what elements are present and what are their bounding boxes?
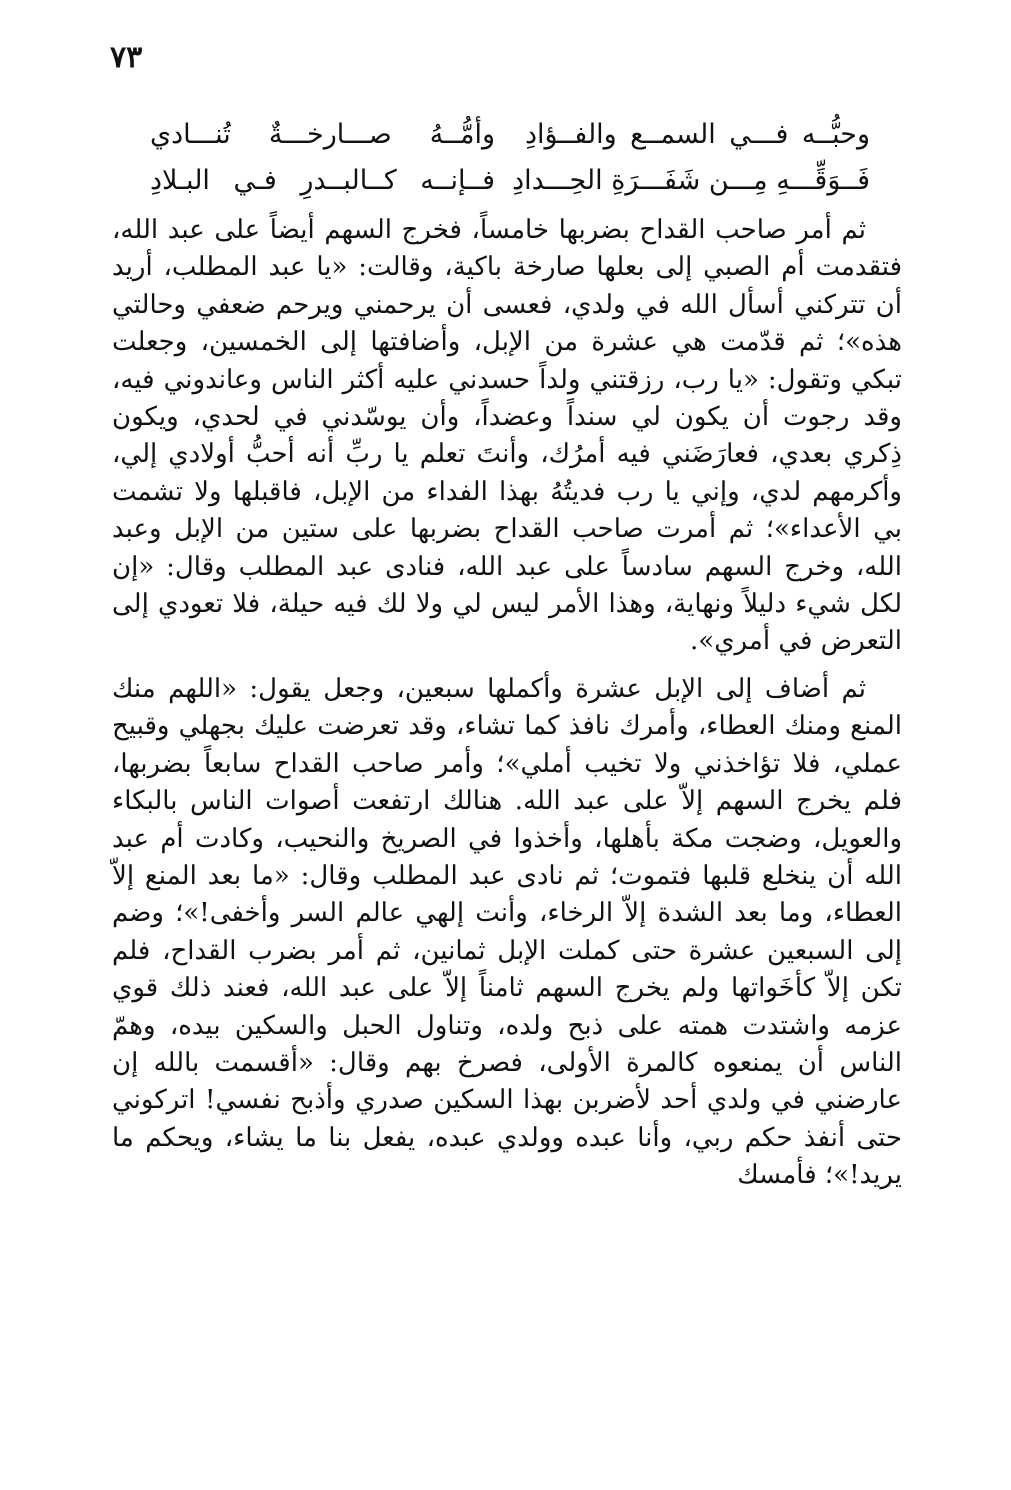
paragraph: ثم أضاف إلى الإبل عشرة وأكملها سبعين، وجعل يقول: «اللهم منك المنع ومنك العطاء، وأمرك نافذ كما تشاء، وقد تعرضت عليك بجهلي وقبيح عملي، فلا تؤاخذني ولا تخيب أملي»؛ وأمر صاحب القداح سابعاً بضربها، فلم يخرج السهم إلاّ على عبد الله. هنالك ارتفعت أصوات الناس بالبكاء والعويل، وضجت مكة بأهلها، وأخذوا في الصريخ والنحيب، وكادت أم عبد الله أن ينخلع قلبها فتموت؛ ثم نادى عبد المطلب وقال: «ما بعد المنع إلاّ العطاء، وما بعد الشدة إلاّ الرخاء، وأنت إلهي عالم السر وأخفى!»؛ وضم إلى السبعين عشرة حتى كملت الإبل ثمانين، ثم أمر بضرب القداح، فلم تكن إلاّ كأخَواتها ولم يخرج السهم ثامناً إلاّ على عبد الله، فعند ذلك قوي عزمه واشتدت همته على ذبح ولده، وتناول الحبل والسكين بيده، وهمّ الناس أن يمنعوه كالمرة الأولى، فصرخ بهم وقال: «أقسمت بالله إن عارضني في ولدي أحد لأضربن بهذا السكين صدري وأذبح نفسي! اتركوني حتى أنفذ حكم ربي، وأنا عبده وولدي عبده، يفعل بنا ما يشاء، ويحكم ما يريد!»؛ فأمسك [112,673,902,1191]
verse-hemistich-first: فَــوَقِّـــهِ مِـــن شَفَـــرَةِ الحِـــدادِ [512,165,870,196]
verse-hemistich-first: وحبُّــه فـــي السمــع والفــؤادِ [525,119,870,150]
body-text [112,212,902,1195]
verse-line [150,112,870,158]
verse-hemistich-second: وأمُّــهُ صـــارخـــةٌ تُنـــادي [150,119,495,150]
poem-verses [150,112,870,204]
paragraph: ثم أمر صاحب القداح بضربها خامساً، فخرج السهم أيضاً على عبد الله، فتقدمت أم الصبي إلى بعلها صارخة باكية، وقالت: «يا عبد المطلب، أريد أن تتركني أسأل الله في ولدي، فعسى أن يرحمني ويرحم ضعفي وحالتي هذه»؛ ثم قدّمت هي عشرة من الإبل، وأضافتها إلى الخمسين، وجعلت تبكي وتقول: «يا رب، رزقتني ولداً حسدني عليه أكثر الناس وعاندوني فيه، وقد رجوت أن يكون لي سنداً وعضداً، وأن يوسّدني في لحدي، ويكون ذِكري بعدي، فعارَضَني فيه أمرُك، وأنتَ تعلم يا ربِّ أنه أحبُّ أولادي إلي، وأكرمهم لدي، وإني يا رب فديتُهُ بهذا الفداء من الإبل، فاقبلها ولا تشمت بي الأعداء»؛ ثم أمرت صاحب القداح بضربها على ستين من الإبل وعبد الله، وخرج السهم سادساً على عبد الله، فنادى عبد المطلب وقال: «إن لكل شيء دليلاً ونهاية، وهذا الأمر ليس لي ولا لك فيه حيلة، فلا تعودي إلى التعرض في أمري». [112,215,902,657]
page-number: ٧٣ [110,40,143,75]
verse-line [150,158,870,204]
verse-hemistich-second: فــإنــه كــالبــدرِ فـي البـلادِ [150,165,495,196]
